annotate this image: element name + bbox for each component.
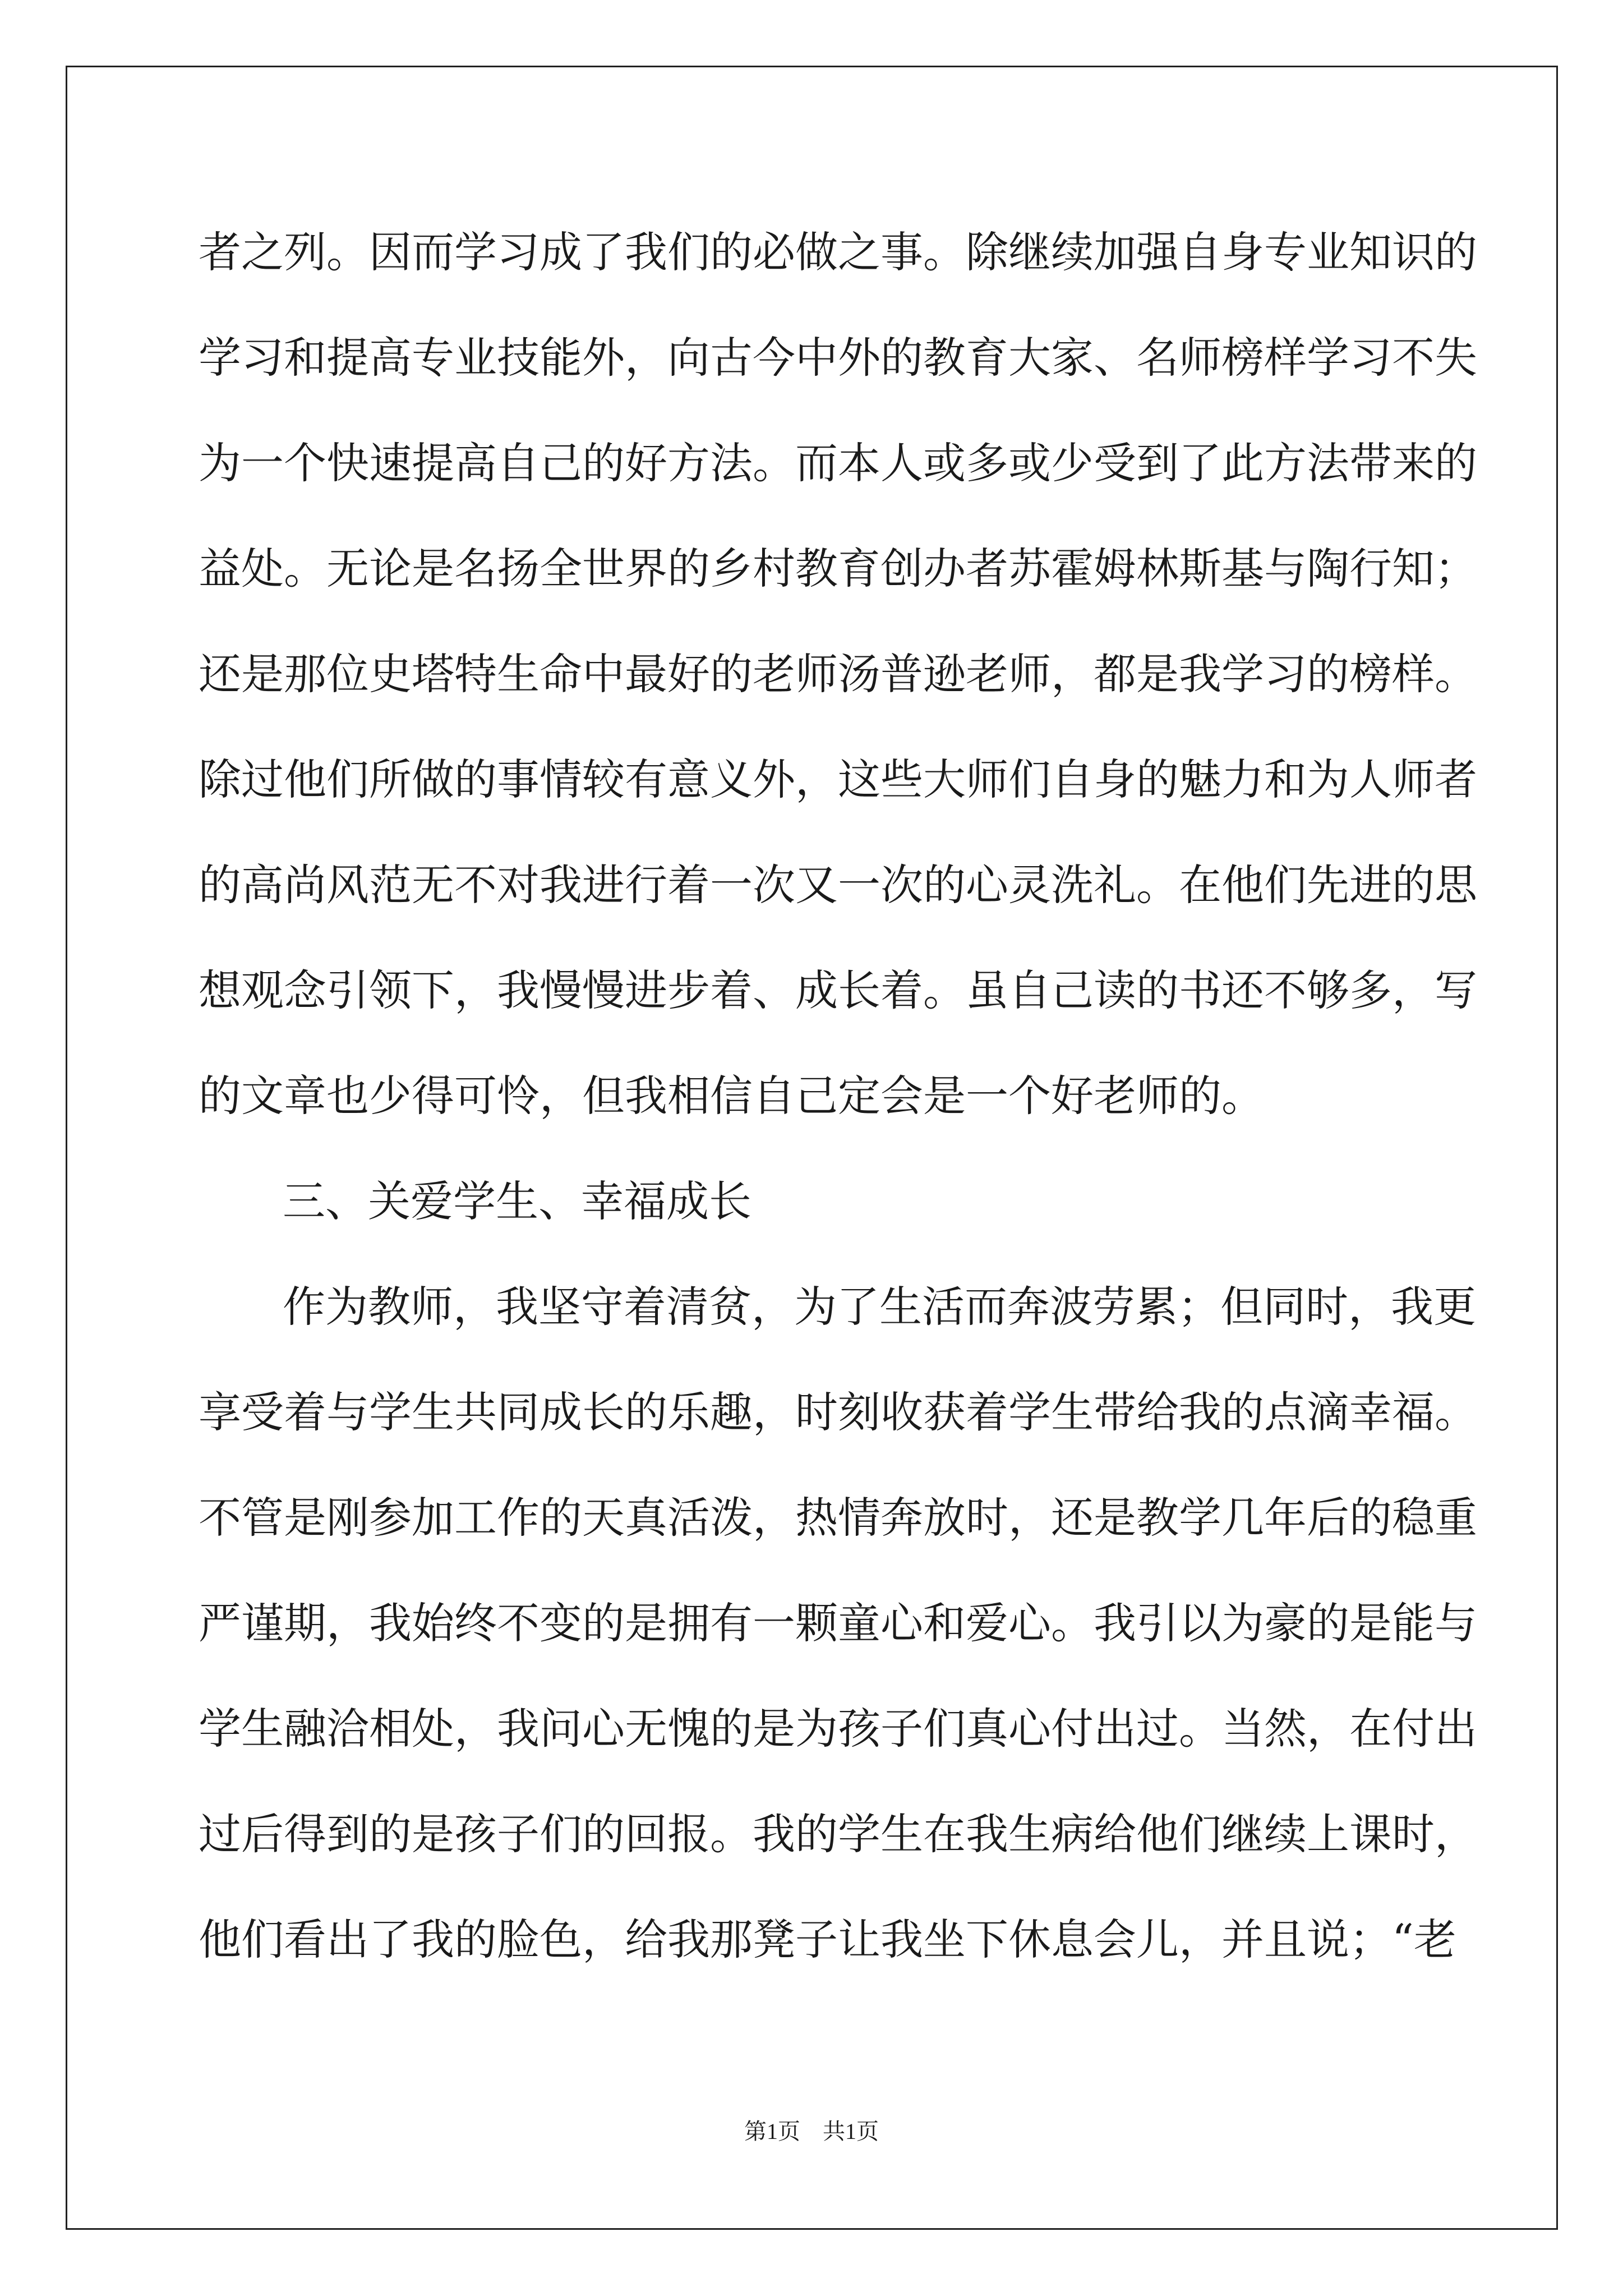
text-line: 享受着与学生共同成长的乐趣，时刻收获着学生带给我的点滴幸福。 xyxy=(199,1387,1477,1437)
section-heading: 三、关爱学生、幸福成长 xyxy=(283,1176,751,1226)
text-line: 不管是刚参加工作的天真活泼，热情奔放时，还是教学几年后的稳重 xyxy=(199,1493,1477,1543)
text-line: 益处。无论是名扬全世界的乡村教育创办者苏霍姆林斯基与陶行知； xyxy=(199,544,1477,593)
text-line: 的文章也少得可怜，但我相信自己定会是一个好老师的。 xyxy=(199,1071,1264,1121)
text-line: 想观念引领下，我慢慢进步着、成长着。虽自己读的书还不够多，写 xyxy=(199,965,1477,1015)
text-line: 的高尚风范无不对我进行着一次又一次的心灵洗礼。在他们先进的思 xyxy=(199,860,1477,910)
document-body xyxy=(199,216,1477,2009)
text-line: 作为教师，我坚守着清贫，为了生活而奔波劳累；但同时，我更 xyxy=(283,1282,1476,1332)
text-line: 学习和提高专业技能外，向古今中外的教育大家、名师榜样学习不失 xyxy=(199,333,1477,383)
text-line: 严谨期，我始终不变的是拥有一颗童心和爱心。我引以为豪的是能与 xyxy=(199,1598,1477,1648)
text-line: 学生融洽相处，我问心无愧的是为孩子们真心付出过。当然，在付出 xyxy=(199,1704,1477,1754)
text-line: 为一个快速提高自己的好方法。而本人或多或少受到了此方法带来的 xyxy=(199,438,1477,488)
text-line: 还是那位史塔特生命中最好的老师汤普逊老师，都是我学习的榜样。 xyxy=(199,649,1477,699)
text-line: 他们看出了我的脸色，给我那凳子让我坐下休息会儿，并且说；“老 xyxy=(199,1915,1456,1964)
text-line: 除过他们所做的事情较有意义外，这些大师们自身的魅力和为人师者 xyxy=(199,754,1477,804)
text-line: 者之列。因而学习成了我们的必做之事。除继续加强自身专业知识的 xyxy=(199,227,1477,277)
text-line: 过后得到的是孩子们的回报。我的学生在我生病给他们继续上课时， xyxy=(199,1809,1477,1859)
page-footer: 第1页 共1页 xyxy=(744,2119,879,2144)
